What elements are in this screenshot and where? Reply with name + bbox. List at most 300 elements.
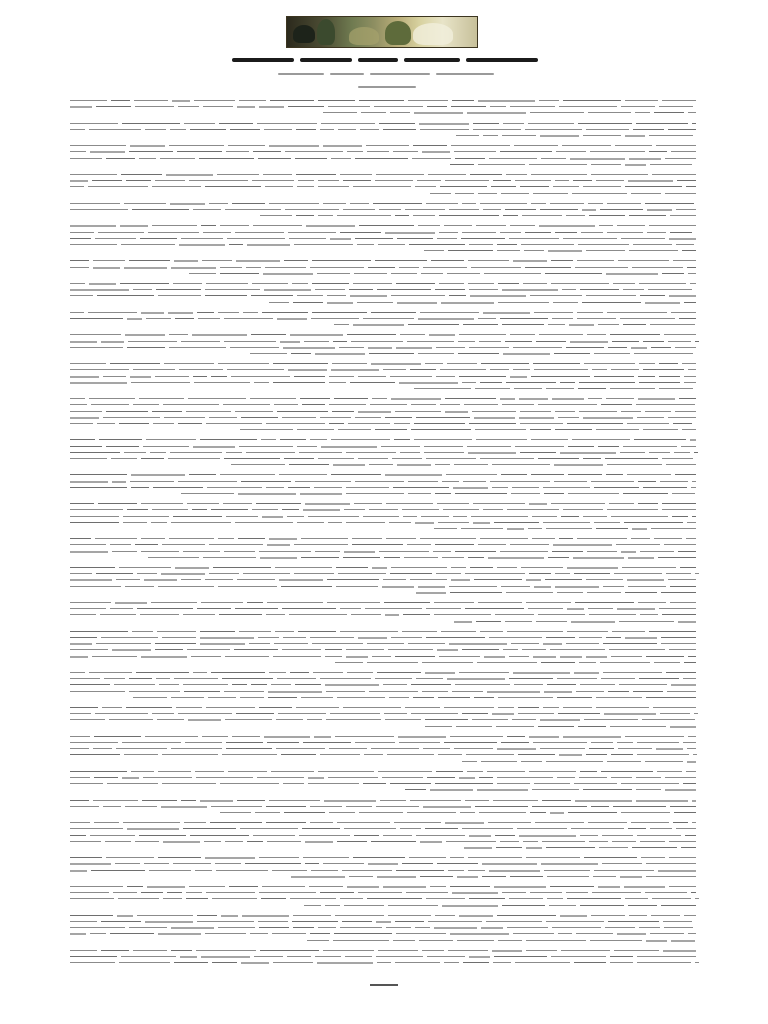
text-line-segment	[415, 927, 430, 928]
text-line-segment	[374, 106, 423, 107]
text-line-segment	[361, 112, 386, 113]
text-line-segment	[625, 100, 658, 101]
text-line-segment	[591, 174, 648, 175]
text-line-segment	[399, 742, 440, 743]
subtitle-stroke	[436, 73, 494, 75]
text-line-segment	[476, 225, 506, 226]
text-line-segment	[670, 806, 696, 807]
text-line-segment	[439, 656, 480, 657]
text-line-segment	[554, 464, 603, 466]
text-line-segment	[293, 302, 323, 303]
text-line-segment	[395, 215, 409, 216]
text-line-segment	[396, 283, 435, 284]
text-line-segment	[586, 295, 636, 296]
text-line-segment	[70, 921, 97, 922]
text-line-segment	[332, 363, 367, 364]
text-line-segment	[574, 573, 610, 574]
text-line-segment	[662, 273, 684, 274]
text-line-segment	[425, 672, 455, 674]
text-line-segment	[70, 446, 102, 447]
text-line-segment	[526, 579, 541, 581]
text-line-segment	[621, 106, 655, 107]
text-line-segment	[292, 921, 338, 922]
text-line-segment	[500, 318, 548, 319]
text-line-segment	[205, 579, 233, 580]
text-line-segment	[181, 800, 196, 801]
text-line-segment	[310, 439, 327, 440]
text-line-segment	[188, 719, 221, 721]
text-line-segment	[382, 586, 414, 588]
text-line-segment	[584, 719, 638, 720]
text-line-segment	[591, 806, 609, 807]
text-line-segment	[481, 761, 517, 762]
text-line-segment	[468, 870, 485, 871]
text-line-segment	[327, 295, 346, 296]
text-line-segment	[289, 464, 329, 465]
text-line-segment	[375, 180, 413, 181]
text-line-segment	[405, 789, 426, 790]
text-line-segment	[580, 905, 624, 906]
text-line-segment	[645, 411, 671, 412]
text-line-segment	[456, 135, 479, 136]
text-line-segment	[649, 151, 667, 152]
text-line-segment	[206, 283, 248, 284]
text-line-segment	[253, 225, 302, 226]
text-line-segment	[462, 649, 499, 650]
text-line-segment	[645, 761, 683, 762]
text-line-segment	[592, 892, 641, 893]
text-line-segment	[297, 522, 324, 523]
text-line-segment	[444, 707, 494, 708]
text-line-segment	[675, 347, 696, 348]
text-line-segment	[544, 691, 572, 693]
text-line-segment	[523, 841, 538, 842]
text-line-segment	[321, 446, 377, 448]
text-line-segment	[634, 353, 693, 354]
text-line-segment	[101, 341, 124, 343]
text-line-segment	[577, 538, 627, 539]
text-line-segment	[353, 186, 411, 187]
text-line-segment	[573, 180, 592, 181]
text-line-segment	[679, 318, 696, 319]
text-line-segment	[314, 736, 331, 738]
text-line-segment	[605, 458, 658, 459]
text-line-segment	[436, 771, 463, 772]
text-line-segment	[646, 863, 696, 864]
text-line-segment	[224, 458, 280, 459]
text-line-segment	[559, 106, 617, 107]
text-line-segment	[318, 180, 339, 181]
text-line-segment	[208, 697, 236, 698]
text-line-segment	[308, 783, 359, 784]
text-line-segment	[479, 812, 526, 813]
text-line-segment	[548, 557, 569, 558]
text-line-segment	[422, 662, 473, 663]
text-line-segment	[584, 857, 637, 858]
text-line-segment	[359, 812, 403, 813]
text-line-segment	[133, 404, 159, 405]
text-line-segment	[258, 158, 291, 159]
text-line-segment	[677, 180, 696, 181]
text-line-segment	[152, 509, 188, 510]
text-line-segment	[403, 516, 417, 517]
text-line-segment	[481, 927, 503, 929]
text-line-segment	[354, 835, 379, 836]
text-line-segment	[611, 754, 633, 755]
text-line-segment	[70, 123, 118, 124]
text-line-segment	[70, 522, 119, 523]
text-line-segment	[266, 822, 306, 823]
text-line-segment	[203, 557, 256, 558]
text-line-segment	[191, 656, 221, 657]
text-line-segment	[111, 100, 130, 101]
text-line-segment	[92, 180, 122, 181]
text-line-segment	[120, 225, 148, 227]
text-line-segment	[124, 452, 146, 453]
text-line-segment	[120, 283, 169, 284]
text-line-segment	[445, 398, 496, 399]
text-line-segment	[270, 100, 314, 101]
text-line-segment	[441, 631, 476, 632]
text-line-segment	[339, 347, 364, 348]
text-line-segment	[497, 783, 530, 784]
text-line-segment	[397, 302, 437, 304]
text-line-segment	[500, 551, 548, 552]
text-line-segment	[323, 863, 364, 864]
text-line-segment	[70, 777, 90, 778]
text-line-segment	[294, 544, 348, 545]
text-line-segment	[539, 334, 583, 335]
text-line-segment	[176, 707, 202, 708]
text-line-segment	[444, 742, 497, 743]
text-line-segment	[259, 927, 289, 928]
text-line-segment	[396, 347, 432, 349]
text-line-segment	[359, 100, 404, 101]
text-line-segment	[371, 363, 421, 365]
text-line-segment	[583, 417, 633, 419]
text-line-segment	[547, 684, 576, 685]
text-line-segment	[70, 283, 85, 284]
text-line-segment	[70, 129, 85, 130]
text-line-segment	[487, 771, 525, 772]
text-line-segment	[473, 129, 521, 130]
text-line-segment	[200, 643, 245, 645]
text-line-segment	[239, 631, 271, 632]
text-line-segment	[155, 180, 185, 181]
text-line-segment	[329, 376, 354, 377]
text-line-segment	[579, 637, 602, 638]
text-line-segment	[684, 302, 696, 303]
text-line-segment	[169, 145, 224, 146]
text-line-segment	[553, 302, 578, 303]
text-line-segment	[669, 886, 696, 887]
text-line-segment	[398, 736, 446, 738]
text-line-segment	[225, 719, 272, 720]
text-line-segment	[273, 382, 325, 383]
text-line-segment	[507, 509, 559, 510]
text-line-segment	[376, 956, 423, 957]
text-line-segment	[333, 464, 365, 466]
text-line-segment	[344, 551, 375, 553]
text-line-segment	[254, 382, 269, 383]
text-line-segment	[168, 312, 193, 314]
text-line-segment	[638, 602, 666, 603]
text-line-segment	[556, 151, 586, 152]
text-line-segment	[587, 551, 617, 552]
text-line-segment	[318, 186, 349, 187]
text-line-segment	[388, 905, 438, 906]
text-line-segment	[543, 643, 562, 645]
text-line-segment	[185, 742, 222, 743]
text-line-segment	[358, 892, 402, 893]
text-line-segment	[297, 446, 317, 447]
text-line-segment	[583, 458, 601, 459]
text-line-segment	[550, 649, 605, 650]
text-line-segment	[326, 719, 381, 720]
text-line-segment	[659, 363, 678, 364]
text-line-segment	[455, 551, 496, 552]
text-line-segment	[480, 382, 502, 383]
text-line-segment	[529, 736, 559, 738]
text-line-segment	[97, 423, 115, 424]
text-line-segment	[503, 353, 550, 355]
text-line-segment	[397, 464, 431, 466]
text-line-segment	[97, 295, 154, 296]
text-line-segment	[452, 892, 498, 894]
text-line-segment	[155, 649, 183, 650]
text-line-segment	[683, 742, 696, 743]
text-line-segment	[171, 267, 216, 269]
text-line-segment	[676, 209, 696, 210]
text-line-segment	[478, 544, 506, 545]
text-line-segment	[459, 334, 506, 335]
text-line-segment	[534, 783, 570, 784]
text-line-segment	[419, 940, 453, 941]
text-line-segment	[110, 363, 160, 364]
text-line-segment	[643, 341, 664, 342]
text-line-segment	[218, 927, 255, 928]
text-line-segment	[158, 933, 201, 935]
text-line-segment	[542, 841, 585, 842]
text-line-segment	[417, 180, 441, 181]
text-line-segment	[671, 151, 696, 152]
text-line-segment	[511, 643, 539, 644]
text-line-segment	[260, 950, 319, 951]
text-line-segment	[70, 649, 108, 650]
text-line-segment	[70, 516, 119, 517]
text-line-segment	[596, 429, 639, 430]
text-line-segment	[277, 318, 307, 320]
text-line-segment	[594, 353, 630, 354]
text-line-segment	[639, 678, 679, 679]
text-line-segment	[673, 423, 692, 424]
text-line-segment	[684, 382, 696, 383]
text-line-segment	[497, 748, 536, 750]
text-line-segment	[631, 347, 647, 349]
text-line-segment	[602, 835, 633, 836]
text-line-segment	[321, 123, 375, 124]
text-line-segment	[137, 608, 193, 609]
text-line-segment	[557, 777, 575, 778]
text-line-segment	[578, 726, 606, 727]
text-line-segment	[493, 180, 511, 181]
text-line-segment	[463, 324, 498, 325]
text-line-segment	[318, 215, 333, 216]
text-line-segment	[70, 806, 99, 807]
text-line-segment	[221, 915, 238, 917]
text-line-segment	[279, 579, 323, 581]
text-line-segment	[70, 334, 121, 335]
text-line-segment	[555, 232, 577, 233]
text-line-segment	[247, 841, 263, 842]
text-line-segment	[175, 567, 209, 569]
text-line-segment	[218, 363, 269, 364]
text-line-segment	[507, 631, 563, 632]
text-line-segment	[162, 783, 216, 784]
text-line-segment	[578, 244, 629, 245]
text-line-segment	[388, 915, 431, 916]
text-line-segment	[506, 592, 553, 593]
text-line-segment	[454, 748, 493, 749]
text-line-segment	[159, 684, 179, 685]
text-line-segment	[139, 158, 156, 159]
text-line-segment	[113, 892, 137, 893]
text-line-segment	[379, 123, 415, 124]
text-line-segment	[462, 232, 496, 233]
text-line-segment	[500, 841, 519, 842]
text-line-segment	[617, 225, 645, 226]
text-line-segment	[209, 417, 237, 418]
text-line-segment	[581, 232, 603, 233]
text-line-segment	[395, 921, 424, 922]
text-line-segment	[156, 289, 201, 290]
text-line-segment	[521, 761, 542, 762]
text-line-segment	[130, 376, 151, 378]
text-line-segment	[692, 481, 696, 482]
text-line-segment	[123, 516, 169, 517]
text-line-segment	[449, 586, 497, 587]
text-line-segment	[437, 238, 457, 239]
text-line-segment	[246, 452, 295, 453]
text-line-segment	[173, 516, 222, 517]
text-line-segment	[302, 828, 340, 829]
text-line-segment	[547, 898, 563, 899]
text-line-segment	[486, 921, 542, 922]
text-line-segment	[201, 956, 250, 958]
text-line-segment	[569, 324, 594, 326]
text-line-segment	[610, 956, 633, 957]
text-line-segment	[129, 260, 170, 261]
text-line-segment	[596, 697, 642, 698]
text-line-segment	[155, 643, 196, 644]
text-line-segment	[383, 579, 406, 580]
text-line-segment	[92, 656, 137, 657]
text-line-segment	[639, 927, 660, 928]
text-line-segment	[624, 522, 683, 523]
text-line-segment	[325, 905, 340, 906]
text-line-segment	[331, 369, 379, 371]
text-line-segment	[255, 812, 280, 813]
text-line-segment	[340, 927, 382, 928]
text-line-segment	[200, 800, 233, 802]
text-line-segment	[125, 806, 157, 807]
text-line-segment	[414, 388, 471, 389]
text-line-segment	[288, 487, 310, 488]
text-line-segment	[363, 318, 414, 319]
text-line-segment	[521, 567, 563, 568]
text-line-segment	[625, 186, 682, 187]
text-line-segment	[259, 106, 284, 108]
text-line-segment	[523, 283, 547, 284]
text-line-segment	[93, 748, 112, 749]
text-line-segment	[608, 921, 659, 922]
text-line-segment	[652, 174, 696, 175]
text-line-segment	[489, 158, 537, 159]
text-line-segment	[236, 713, 274, 714]
text-line-segment	[580, 835, 598, 836]
text-line-segment	[161, 806, 207, 808]
text-line-segment	[430, 789, 473, 791]
text-line-segment	[498, 302, 549, 303]
text-line-segment	[435, 915, 455, 916]
text-line-segment	[492, 487, 508, 488]
text-line-segment	[343, 180, 371, 181]
text-line-segment	[103, 806, 121, 807]
text-line-segment	[353, 857, 405, 858]
text-line-segment	[70, 174, 117, 175]
text-line-segment	[694, 713, 698, 714]
text-line-segment	[196, 777, 253, 778]
text-line-segment	[140, 238, 177, 239]
text-line-segment	[302, 404, 325, 405]
text-line-segment	[673, 822, 688, 823]
text-line-segment	[583, 789, 632, 790]
text-line-segment	[683, 783, 696, 784]
text-line-segment	[228, 771, 267, 772]
text-line-segment	[205, 289, 260, 290]
text-line-segment	[478, 100, 535, 102]
text-line-segment	[70, 631, 128, 632]
text-line-segment	[465, 608, 524, 609]
text-line-segment	[253, 835, 295, 836]
text-line-segment	[476, 621, 501, 622]
text-line-segment	[266, 614, 285, 615]
text-line-segment	[351, 614, 381, 615]
text-line-segment	[357, 244, 374, 245]
text-line-segment	[411, 404, 436, 405]
text-line-segment	[469, 347, 509, 348]
text-line-segment	[676, 244, 694, 245]
text-line-segment	[134, 100, 168, 101]
text-line-segment	[534, 586, 551, 588]
text-line-segment	[136, 672, 189, 673]
text-line-segment	[590, 940, 642, 941]
text-line-segment	[146, 439, 196, 440]
text-line-segment	[633, 244, 672, 245]
text-line-segment	[335, 915, 384, 916]
text-line-segment	[686, 186, 696, 187]
text-line-segment	[422, 950, 444, 951]
text-line-segment	[323, 203, 346, 204]
text-line-segment	[540, 748, 585, 749]
text-line-segment	[404, 557, 438, 558]
text-line-segment	[131, 771, 154, 772]
text-line-segment	[409, 244, 465, 245]
text-line-segment	[283, 347, 335, 349]
text-line-segment	[566, 643, 599, 644]
text-line-segment	[285, 151, 343, 152]
text-line-segment	[647, 232, 666, 233]
